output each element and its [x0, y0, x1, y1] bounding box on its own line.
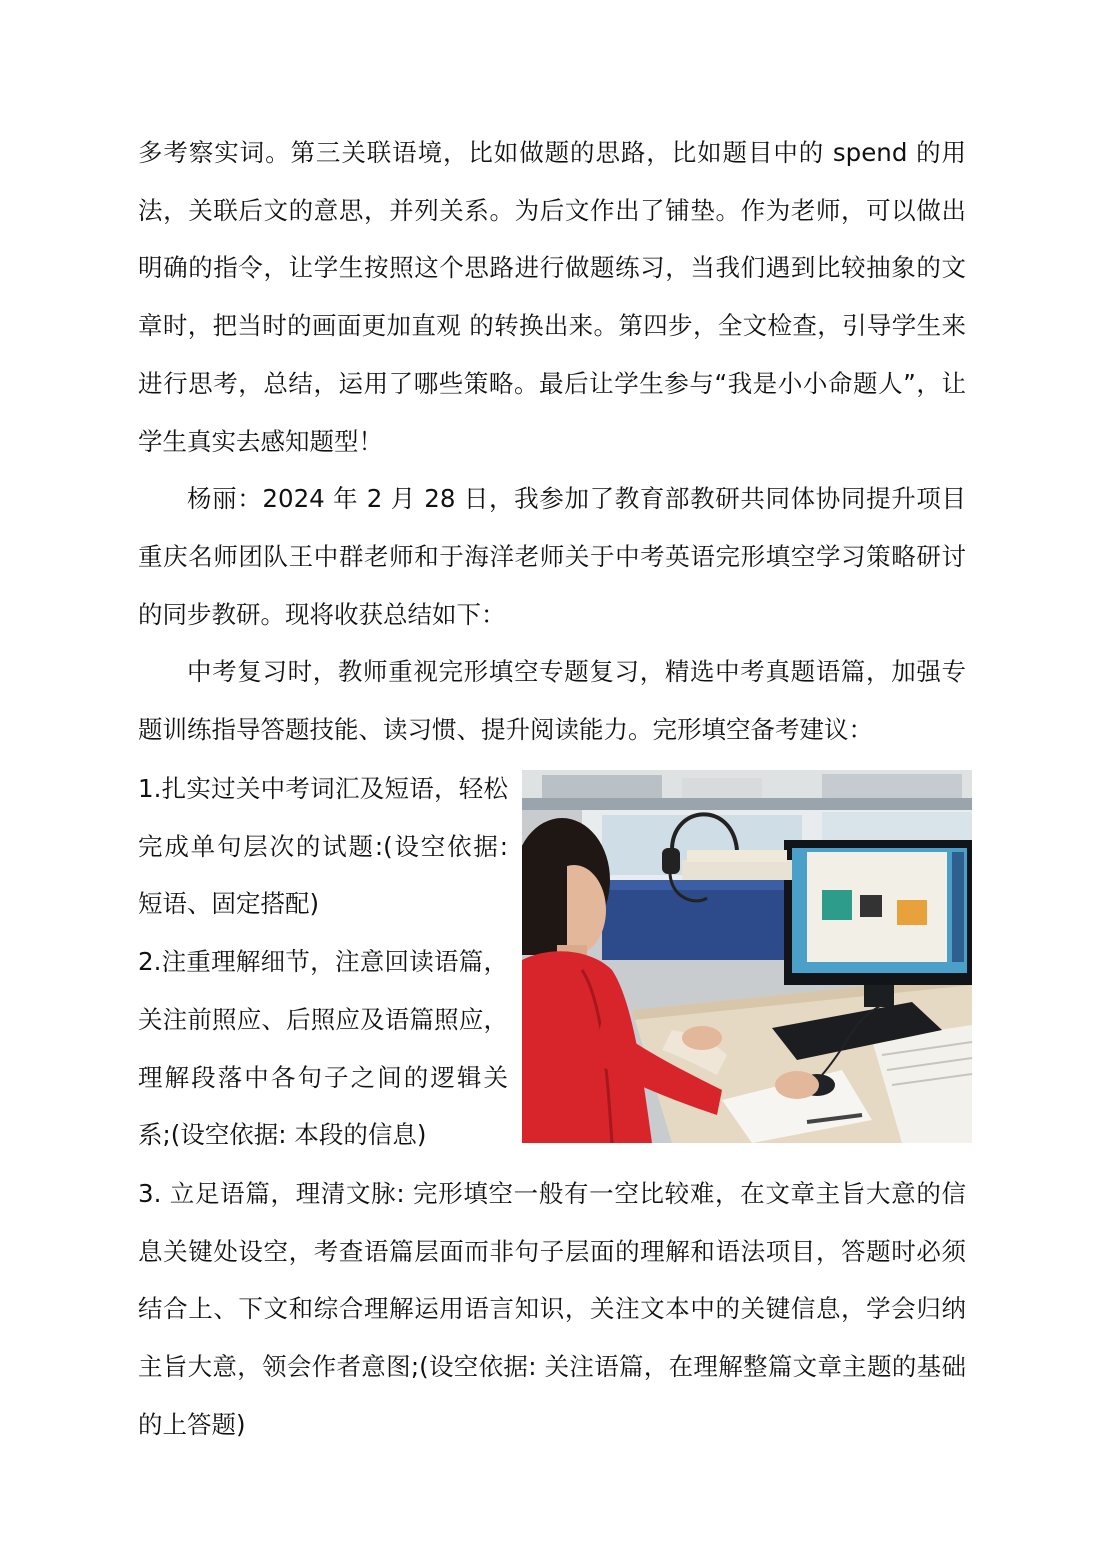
list-item-1: 1.扎实过关中考词汇及短语，轻松完成单句层次的试题:(设空依据: 短语、固定搭配): [138, 774, 508, 919]
paragraph-2: 杨丽：2024 年 2 月 28 日，我参加了教育部教研共同体协同提升项目重庆名师团队王中群老师和于海洋老师关于中考英语完形填空学习策略研讨的同步教研。现将收获总结如下：: [138, 484, 966, 629]
photo-illustration-icon: [522, 770, 972, 1143]
top-text-block: [138, 124, 966, 759]
list-item-2: 2.注重理解细节，注意回读语篇，关注前照应、后照应及语篇照应，理解段落中各句子之间的逻辑关系;(设空依据: 本段的信息): [138, 947, 508, 1150]
paragraph-1: 多考察实词。第三关联语境，比如做题的思路，比如题目中的 spend 的用法，关联后文的意思，并列关系。为后文作出了铺垫。作为老师，可以做出明确的指令，让学生按照这个思路进行做题练习，当我们遇到比较抽象的文章时，把当时的画面更加直观 的转换出来。第四步，全文检查，引导学生来进行思考，总结，运用了哪些策略。最后让学生参与“我是小小命题人”，让学生真实去感知题型！: [138, 138, 966, 456]
bottom-text-block: [138, 1165, 966, 1454]
paragraph-3: 中考复习时，教师重视完形填空专题复习，精选中考真题语篇，加强专题训练指导答题技能、读习惯、提升阅读能力。完形填空备考建议：: [138, 657, 966, 745]
list-beside-photo: [138, 760, 508, 1164]
photo-teacher-at-computer: [522, 770, 972, 1143]
list-item-3: 3. 立足语篇，理清文脉: 完形填空一般有一空比较难，在文章主旨大意的信息关键处设空，考查语篇层面而非句子层面的理解和语法项目，答题时必须结合上、下文和综合理解运用语言知识，关注文本中的关键信息，学会归纳主旨大意，领会作者意图;(设空依据: 关注语篇，在理解整篇文章主题的基础的上答题): [138, 1179, 966, 1439]
